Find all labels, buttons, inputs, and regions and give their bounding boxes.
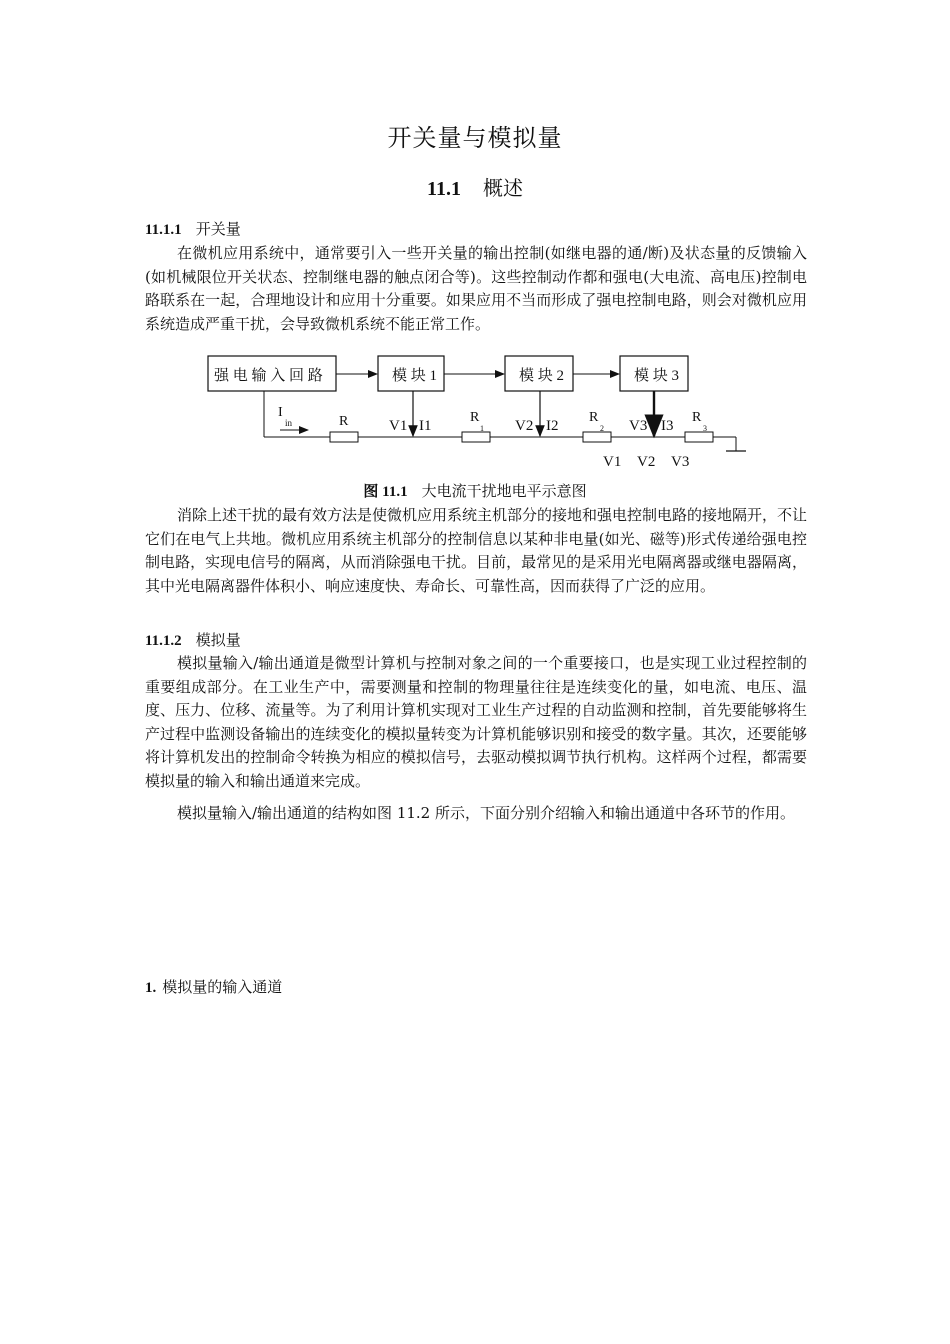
label-r1: R <box>470 410 480 425</box>
resistor-r3 <box>685 432 713 442</box>
subsection-number-2: 11.1.2 <box>145 633 182 649</box>
label-r2-sub: 2 <box>600 424 604 433</box>
section-heading <box>0 172 950 201</box>
subsection-label-2: 模拟量 <box>195 631 241 649</box>
label-bottom-v1: V1 <box>603 454 622 470</box>
section-number: 11.1 <box>427 178 461 200</box>
figure-caption-text: 大电流干扰地电平示意图 <box>421 482 587 500</box>
resistor-r2 <box>583 432 611 442</box>
label-r2: R <box>589 410 599 425</box>
paragraph-3: 模拟量输入/输出通道是微型计算机与控制对象之间的一个重要接口，也是实现工业过程控制的重要组成部分。在工业生产中，需要测量和控制的物理量往往是连续变化的量，如电流、电压、温度、压力、位移、流量等。为了利用计算机实现对工业生产过程的自动监测和控制，首先要能够将生产过程中监测设备输出的连续变化的模拟量转变为计算机能够识别和接受的数字量。其次，还要能够将计算机发出的控制命令转换为相应的模拟信号，去驱动模拟调节执行机构。这样两个过程，都需要模拟量的输入和输出通道来完成。 <box>145 654 807 790</box>
resistor-r <box>330 432 358 442</box>
figure-caption <box>0 480 950 501</box>
figure-caption-number: 图 11.1 <box>363 484 408 500</box>
box-module-3-label: 模 块 3 <box>634 368 680 384</box>
subsection-heading-2 <box>145 629 241 650</box>
label-i2: I2 <box>546 418 559 434</box>
label-r3-sub: 3 <box>703 424 707 433</box>
label-r1-sub: 1 <box>480 424 484 433</box>
label-v2: V2 <box>515 418 534 434</box>
circuit-diagram <box>200 350 760 475</box>
label-v1: V1 <box>389 418 408 434</box>
subsection-label-3: 模拟量的输入通道 <box>162 978 283 996</box>
resistor-r1 <box>462 432 490 442</box>
paragraph-4: 模拟量输入/输出通道的结构如图 11.2 所示，下面分别介绍输入和输出通道中各环节的作用。 <box>177 804 795 822</box>
section-label: 概述 <box>482 176 523 200</box>
label-i1: I1 <box>419 418 432 434</box>
label-r: R <box>339 414 349 429</box>
subsection-number-1: 11.1.1 <box>145 222 182 238</box>
subsection-number-3: 1. <box>145 980 157 996</box>
label-bottom-v2: V2 <box>637 454 656 470</box>
box-module-1-label: 模 块 1 <box>392 368 438 384</box>
label-i3: I3 <box>661 418 674 434</box>
paragraph-1: 在微机应用系统中，通常要引入一些开关量的输出控制(如继电器的通/断)及状态量的反馈输入(如机械限位开关状态、控制继电器的触点闭合等)。这些控制动作都和强电(大电流、高电压)控制电路联系在一起，合理地设计和应用十分重要。如果应用不当而形成了强电控制电路，则会对微机应用系统造成严重干扰，会导致微机系统不能正常工作。 <box>145 244 807 333</box>
label-r3: R <box>692 410 702 425</box>
label-iin-sub: in <box>285 418 293 428</box>
box-input-label: 强 电 输 入 回 路 <box>214 368 323 384</box>
document-title: 开关量与模拟量 <box>387 124 563 152</box>
subsection-label-1: 开关量 <box>195 220 241 238</box>
subsection-heading-3 <box>145 976 282 997</box>
label-bottom-v3: V3 <box>671 454 690 470</box>
label-v3: V3 <box>629 418 648 434</box>
box-module-2-label: 模 块 2 <box>519 368 565 384</box>
paragraph-2: 消除上述干扰的最有效方法是使微机应用系统主机部分的接地和强电控制电路的接地隔开，不让它们在电气上共地。微机应用系统主机部分的控制信息以某种非电量(如光、磁等)形式传递给强电控制电路，实现电信号的隔离，从而消除强电干扰。目前，最常见的是采用光电隔离器或继电器隔离，其中光电隔离器件体积小、响应速度快、寿命长、可靠性高，因而获得了广泛的应用。 <box>145 506 808 595</box>
subsection-heading-1 <box>145 218 241 239</box>
label-iin: I <box>278 405 283 420</box>
